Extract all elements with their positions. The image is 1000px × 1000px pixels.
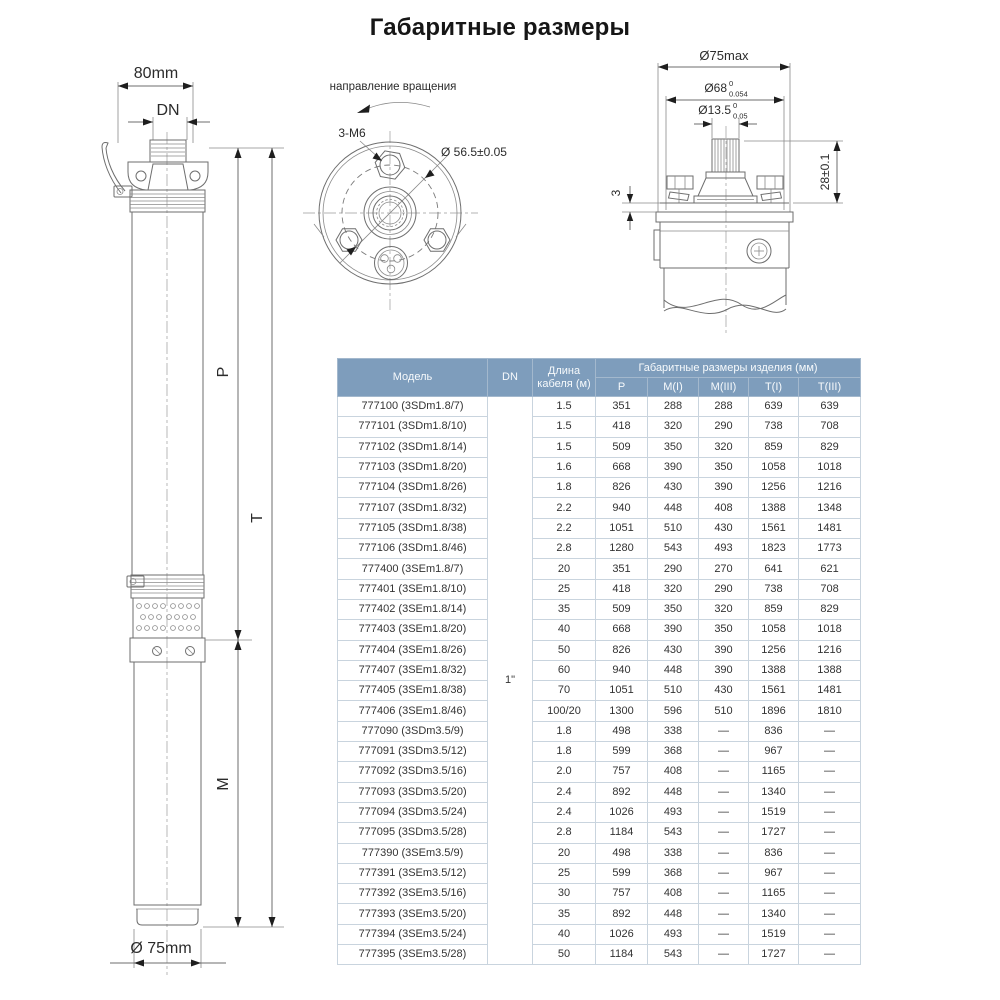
dimensions-table — [337, 358, 861, 965]
table-row — [338, 599, 861, 619]
value-cell: 708 — [799, 579, 861, 599]
page-title: Габаритные размеры — [369, 14, 631, 41]
table-row — [338, 457, 861, 477]
value-cell: 1.5 — [533, 397, 596, 417]
dim-75mm-label: Ø 75mm — [130, 940, 192, 957]
model-cell: 777394 (3SEm3.5/24) — [338, 924, 488, 944]
motor-head-body — [654, 203, 793, 268]
value-cell: — — [799, 742, 861, 762]
value-cell: — — [699, 802, 749, 822]
value-cell: 1184 — [596, 823, 648, 843]
value-cell: 1896 — [749, 701, 799, 721]
model-cell: 777090 (3SDm3.5/9) — [338, 721, 488, 741]
value-cell: 859 — [749, 599, 799, 619]
value-cell: — — [699, 884, 749, 904]
value-cell: 1.6 — [533, 457, 596, 477]
value-cell: 1.8 — [533, 721, 596, 741]
value-cell: 498 — [596, 843, 648, 863]
value-cell: — — [799, 823, 861, 843]
value-cell: — — [799, 863, 861, 883]
value-cell: 940 — [596, 498, 648, 518]
value-cell: 493 — [648, 924, 699, 944]
value-cell: 390 — [699, 478, 749, 498]
value-cell: 1348 — [799, 498, 861, 518]
col-header-t3: T(III) — [799, 378, 861, 397]
dim-dn — [128, 117, 210, 140]
value-cell: 25 — [533, 579, 596, 599]
model-cell: 777100 (3SDm1.8/7) — [338, 397, 488, 417]
value-cell: 1.5 — [533, 437, 596, 457]
motor-detail-drawing — [600, 40, 880, 340]
model-cell: 777107 (3SDm1.8/32) — [338, 498, 488, 518]
dim-offset-3 — [622, 186, 660, 230]
col-header-p: P — [596, 378, 648, 397]
value-cell: 493 — [699, 539, 749, 559]
value-cell: 1256 — [749, 478, 799, 498]
model-cell: 777407 (3SEm1.8/32) — [338, 660, 488, 680]
table-row — [338, 823, 861, 843]
table-row — [338, 417, 861, 437]
value-cell: — — [799, 843, 861, 863]
value-cell: 1.8 — [533, 742, 596, 762]
value-cell: 543 — [648, 945, 699, 965]
value-cell: 418 — [596, 417, 648, 437]
col-header-cable: Длина кабеля (м) — [533, 359, 596, 397]
table-row — [338, 843, 861, 863]
value-cell: 408 — [648, 884, 699, 904]
model-cell: 777400 (3SEm1.8/7) — [338, 559, 488, 579]
value-cell: 448 — [648, 904, 699, 924]
value-cell: — — [799, 904, 861, 924]
value-cell: 351 — [596, 397, 648, 417]
bolt-lower-right — [424, 229, 450, 252]
value-cell: 390 — [699, 660, 749, 680]
value-cell: 100/20 — [533, 701, 596, 721]
dim-dia135 — [694, 118, 757, 138]
value-cell: 967 — [749, 742, 799, 762]
value-cell: 1026 — [596, 924, 648, 944]
value-cell: 1519 — [749, 802, 799, 822]
value-cell: — — [799, 782, 861, 802]
value-cell: 510 — [648, 681, 699, 701]
value-cell: 1.5 — [533, 417, 596, 437]
model-cell: 777106 (3SDm1.8/46) — [338, 539, 488, 559]
model-cell: 777403 (3SEm1.8/20) — [338, 620, 488, 640]
value-cell: 338 — [648, 721, 699, 741]
value-cell: 338 — [648, 843, 699, 863]
value-cell: 2.8 — [533, 539, 596, 559]
value-cell: 708 — [799, 417, 861, 437]
value-cell: 621 — [799, 559, 861, 579]
value-cell: 2.2 — [533, 518, 596, 538]
value-cell: 1256 — [749, 640, 799, 660]
value-cell: — — [799, 762, 861, 782]
value-cell: 351 — [596, 559, 648, 579]
col-header-m3: M(III) — [699, 378, 749, 397]
pump-side-view-drawing — [85, 45, 310, 990]
table-row — [338, 721, 861, 741]
value-cell: 641 — [749, 559, 799, 579]
value-cell: 738 — [749, 417, 799, 437]
table-row — [338, 478, 861, 498]
table-row — [338, 884, 861, 904]
value-cell: — — [799, 802, 861, 822]
bolt-circle-dia-label: Ø 56.5±0.05 — [441, 145, 507, 159]
table-row — [338, 397, 861, 417]
value-cell: 30 — [533, 884, 596, 904]
table-row — [338, 620, 861, 640]
table-row — [338, 498, 861, 518]
value-cell: 60 — [533, 660, 596, 680]
value-cell: 320 — [699, 599, 749, 619]
col-header-dn: DN — [488, 359, 533, 397]
table-row — [338, 802, 861, 822]
value-cell: — — [699, 945, 749, 965]
value-cell: 430 — [648, 478, 699, 498]
value-cell: 826 — [596, 640, 648, 660]
value-cell: 2.4 — [533, 802, 596, 822]
value-cell: 1481 — [799, 518, 861, 538]
value-cell: 1300 — [596, 701, 648, 721]
value-cell: 826 — [596, 478, 648, 498]
value-cell: 320 — [648, 579, 699, 599]
value-cell: 35 — [533, 904, 596, 924]
value-cell: 543 — [648, 539, 699, 559]
value-cell: 350 — [699, 457, 749, 477]
dia-135-label — [698, 101, 747, 121]
bolt-lower-left — [336, 229, 362, 252]
value-cell: 1340 — [749, 782, 799, 802]
svg-text:Ø68: Ø68 — [704, 81, 727, 95]
value-cell: 1810 — [799, 701, 861, 721]
model-cell: 777395 (3SEm3.5/28) — [338, 945, 488, 965]
table-row — [338, 863, 861, 883]
rotation-arrow — [357, 102, 430, 113]
value-cell: 757 — [596, 884, 648, 904]
value-cell: 1051 — [596, 681, 648, 701]
value-cell: 408 — [648, 762, 699, 782]
value-cell: 1561 — [749, 518, 799, 538]
table-row — [338, 742, 861, 762]
table-row — [338, 559, 861, 579]
value-cell: 829 — [799, 437, 861, 457]
value-cell: 738 — [749, 579, 799, 599]
value-cell: 836 — [749, 843, 799, 863]
value-cell: 1058 — [749, 457, 799, 477]
model-cell: 777406 (3SEm1.8/46) — [338, 701, 488, 721]
col-header-group: Габаритные размеры изделия (мм) — [596, 359, 861, 378]
value-cell: — — [699, 742, 749, 762]
value-cell: 1388 — [749, 498, 799, 518]
terminal-right — [757, 176, 783, 203]
value-cell: 940 — [596, 660, 648, 680]
dim-offset-label: 3 — [609, 189, 623, 197]
dim-vertical-lines — [203, 148, 284, 927]
value-cell: 430 — [699, 681, 749, 701]
model-cell: 777095 (3SDm3.5/28) — [338, 823, 488, 843]
rotation-direction-label: направление вращения — [329, 81, 457, 93]
table-row — [338, 762, 861, 782]
value-cell: 40 — [533, 620, 596, 640]
cable-connector — [375, 247, 408, 280]
value-cell: 2.2 — [533, 498, 596, 518]
value-cell: 70 — [533, 681, 596, 701]
table-row — [338, 579, 861, 599]
dn-value-cell: 1" — [488, 397, 533, 965]
dia-68-label — [704, 79, 747, 99]
col-header-m1: M(I) — [648, 378, 699, 397]
value-cell: 430 — [699, 518, 749, 538]
value-cell: 368 — [648, 863, 699, 883]
model-cell: 777092 (3SDm3.5/16) — [338, 762, 488, 782]
pipe-break — [664, 268, 786, 314]
model-cell: 777101 (3SDm1.8/10) — [338, 417, 488, 437]
value-cell: 2.0 — [533, 762, 596, 782]
table-row — [338, 945, 861, 965]
pump-body-outline — [102, 140, 208, 925]
dim-t-label: T — [249, 513, 266, 523]
value-cell: 350 — [699, 620, 749, 640]
value-cell: 290 — [648, 559, 699, 579]
model-cell: 777392 (3SEm3.5/16) — [338, 884, 488, 904]
svg-text:0: 0 — [729, 79, 734, 88]
value-cell: 290 — [699, 579, 749, 599]
value-cell: 1280 — [596, 539, 648, 559]
strainer-holes — [137, 604, 200, 631]
value-cell: 20 — [533, 559, 596, 579]
value-cell: — — [699, 904, 749, 924]
model-cell: 777102 (3SDm1.8/14) — [338, 437, 488, 457]
value-cell: 1216 — [799, 640, 861, 660]
model-cell: 777401 (3SEm1.8/10) — [338, 579, 488, 599]
model-cell: 777093 (3SDm3.5/20) — [338, 782, 488, 802]
svg-text:0.05: 0.05 — [733, 111, 748, 121]
model-cell: 777103 (3SDm1.8/20) — [338, 457, 488, 477]
value-cell: 1727 — [749, 823, 799, 843]
value-cell: 498 — [596, 721, 648, 741]
value-cell: 892 — [596, 782, 648, 802]
model-cell: 777404 (3SEm1.8/26) — [338, 640, 488, 660]
value-cell: 1058 — [749, 620, 799, 640]
col-header-t1: T(I) — [749, 378, 799, 397]
table-row — [338, 660, 861, 680]
value-cell: 1184 — [596, 945, 648, 965]
table-row — [338, 701, 861, 721]
value-cell: 368 — [648, 742, 699, 762]
value-cell: 668 — [596, 457, 648, 477]
value-cell: — — [699, 782, 749, 802]
model-cell: 777393 (3SEm3.5/20) — [338, 904, 488, 924]
dim-m-label: M — [215, 777, 232, 791]
value-cell: — — [699, 924, 749, 944]
value-cell: 1388 — [799, 660, 861, 680]
value-cell: 1026 — [596, 802, 648, 822]
table-row — [338, 518, 861, 538]
value-cell: 1823 — [749, 539, 799, 559]
value-cell: 639 — [749, 397, 799, 417]
value-cell: 408 — [699, 498, 749, 518]
value-cell: 1018 — [799, 620, 861, 640]
value-cell: 1481 — [799, 681, 861, 701]
value-cell: 320 — [699, 437, 749, 457]
col-header-model: Модель — [338, 359, 488, 397]
value-cell: 599 — [596, 863, 648, 883]
value-cell: 390 — [648, 620, 699, 640]
value-cell: 836 — [749, 721, 799, 741]
value-cell: 1388 — [749, 660, 799, 680]
value-cell: 350 — [648, 437, 699, 457]
value-cell: 35 — [533, 599, 596, 619]
model-cell: 777094 (3SDm3.5/24) — [338, 802, 488, 822]
model-cell: 777091 (3SDm3.5/12) — [338, 742, 488, 762]
value-cell: 418 — [596, 579, 648, 599]
value-cell: 50 — [533, 945, 596, 965]
value-cell: 639 — [799, 397, 861, 417]
value-cell: — — [799, 721, 861, 741]
value-cell: 40 — [533, 924, 596, 944]
value-cell: — — [699, 762, 749, 782]
value-cell: 1340 — [749, 904, 799, 924]
value-cell: 448 — [648, 782, 699, 802]
model-cell: 777104 (3SDm1.8/26) — [338, 478, 488, 498]
model-cell: 777402 (3SEm1.8/14) — [338, 599, 488, 619]
value-cell: 320 — [648, 417, 699, 437]
value-cell: 1051 — [596, 518, 648, 538]
model-cell: 777405 (3SEm1.8/38) — [338, 681, 488, 701]
table-row — [338, 904, 861, 924]
dim-height-label: 28±0.1 — [818, 153, 832, 191]
value-cell: 509 — [596, 437, 648, 457]
dim-80mm-label: 80mm — [133, 65, 179, 82]
splined-shaft — [694, 139, 757, 203]
value-cell: — — [799, 924, 861, 944]
table-body — [338, 397, 861, 965]
table-row — [338, 782, 861, 802]
value-cell: 430 — [648, 640, 699, 660]
value-cell: 1.8 — [533, 478, 596, 498]
value-cell: 448 — [648, 498, 699, 518]
dim-p-label: P — [215, 366, 232, 378]
value-cell: 510 — [648, 518, 699, 538]
value-cell: 2.8 — [533, 823, 596, 843]
value-cell: — — [699, 721, 749, 741]
value-cell: 448 — [648, 660, 699, 680]
value-cell: 1216 — [799, 478, 861, 498]
value-cell: 288 — [648, 397, 699, 417]
terminal-left — [667, 176, 693, 203]
value-cell: 2.4 — [533, 782, 596, 802]
value-cell: 510 — [699, 701, 749, 721]
value-cell: 50 — [533, 640, 596, 660]
model-cell: 777391 (3SEm3.5/12) — [338, 863, 488, 883]
value-cell: 350 — [648, 599, 699, 619]
value-cell: 20 — [533, 843, 596, 863]
model-cell: 777105 (3SDm1.8/38) — [338, 518, 488, 538]
value-cell: 290 — [699, 417, 749, 437]
value-cell: 270 — [699, 559, 749, 579]
table-row — [338, 539, 861, 559]
value-cell: 288 — [699, 397, 749, 417]
table-row — [338, 640, 861, 660]
table-row — [338, 437, 861, 457]
value-cell: — — [699, 843, 749, 863]
value-cell: 390 — [648, 457, 699, 477]
value-cell: 493 — [648, 802, 699, 822]
value-cell: 25 — [533, 863, 596, 883]
value-cell: 596 — [648, 701, 699, 721]
svg-text:0: 0 — [733, 101, 738, 110]
table-row — [338, 681, 861, 701]
dim-dn-label: DN — [156, 102, 180, 119]
value-cell: 543 — [648, 823, 699, 843]
value-cell: — — [699, 823, 749, 843]
value-cell: 1561 — [749, 681, 799, 701]
bolts-callout-label: 3-M6 — [338, 126, 366, 140]
value-cell: 1165 — [749, 762, 799, 782]
pump-top-view-drawing — [295, 75, 565, 320]
table-header — [338, 359, 861, 397]
value-cell: 599 — [596, 742, 648, 762]
value-cell: 1727 — [749, 945, 799, 965]
model-cell: 777390 (3SEm3.5/9) — [338, 843, 488, 863]
svg-text:Ø13.5: Ø13.5 — [698, 103, 731, 117]
value-cell: 859 — [749, 437, 799, 457]
value-cell: 757 — [596, 762, 648, 782]
value-cell: 1018 — [799, 457, 861, 477]
table-row — [338, 924, 861, 944]
value-cell: 668 — [596, 620, 648, 640]
value-cell: 1773 — [799, 539, 861, 559]
value-cell: — — [799, 884, 861, 904]
dia-75max-label: Ø75max — [699, 48, 749, 63]
value-cell: 1165 — [749, 884, 799, 904]
value-cell: 829 — [799, 599, 861, 619]
value-cell: — — [799, 945, 861, 965]
svg-text:0.054: 0.054 — [729, 89, 748, 99]
value-cell: 390 — [699, 640, 749, 660]
value-cell: — — [699, 863, 749, 883]
value-cell: 967 — [749, 863, 799, 883]
value-cell: 892 — [596, 904, 648, 924]
value-cell: 1519 — [749, 924, 799, 944]
value-cell: 509 — [596, 599, 648, 619]
